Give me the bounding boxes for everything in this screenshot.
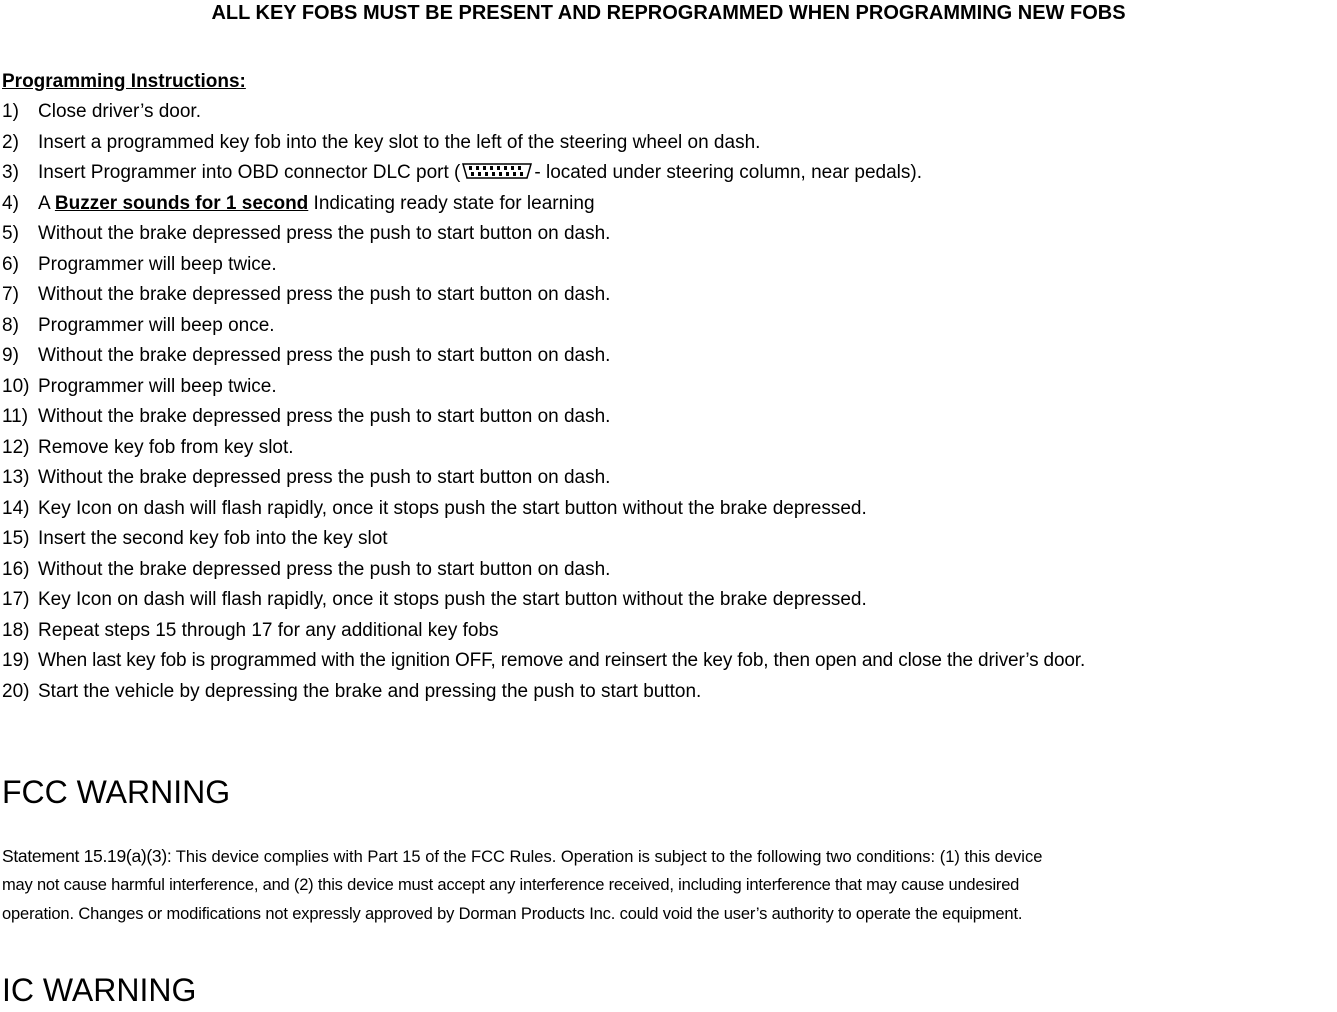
step-number: 16) [2,558,30,580]
step-text-post: Indicating ready state for learning [308,192,595,214]
step-item [0,158,1337,189]
step-number: 10) [2,375,30,397]
obd-connector-icon [461,162,533,180]
step-text [38,189,595,219]
step-number: 14) [2,497,30,519]
step-number: 2) [2,131,19,153]
step-text: Programmer will beep twice. [38,253,277,275]
step-number: 8) [2,314,19,336]
step-item [0,555,1337,586]
step-text: Without the brake depressed press the push to start button on dash. [38,558,611,580]
step-item [0,433,1337,464]
step-number: 1) [2,101,19,122]
step-text-pre: A [38,192,55,214]
step-number: 17) [2,589,30,610]
page-title: ALL KEY FOBS MUST BE PRESENT AND REPROGRAMMED WHEN PROGRAMMING NEW FOBS [211,2,1126,24]
step-number: 9) [2,345,19,366]
step-number: 19) [2,650,30,671]
step-text: Insert a programmed key fob into the key slot to the left of the steering wheel on dash. [38,131,761,153]
programming-instructions-heading: Programming Instructions: [2,71,246,92]
step-item [0,463,1337,494]
step-item [0,341,1337,372]
step-text-pre: Insert Programmer into OBD connector DLC port ( [38,162,461,183]
step-text-post: - located under steering column, near pedals). [534,162,922,183]
step-item [0,402,1337,433]
step-number: 4) [2,192,19,214]
step-text: When last key fob is programmed with the ignition OFF, remove and reinsert the key fob, then open and close the driver’s door. [38,650,1086,671]
step-text: Key Icon on dash will flash rapidly, once it stops push the start button without the brake depressed. [38,497,867,519]
step-text: Without the brake depressed press the push to start button on dash. [38,284,611,305]
fcc-line-text: This device complies with Part 15 of the FCC Rules. Operation is subject to the following two conditions: (1) this device [171,848,1043,866]
step-item [0,524,1337,555]
step-number: 18) [2,619,30,641]
fcc-line: operation. Changes or modifications not expressly approved by Dorman Products Inc. could void the user’s authority to operate the equipment. [2,905,1023,923]
ic-warning-heading: IC WARNING [2,972,197,1008]
step-number: 5) [2,223,19,244]
step-item [0,97,1337,128]
step-item [0,646,1337,677]
step-text: Programmer will beep once. [38,314,275,336]
step-text: Insert the second key fob into the key slot [38,528,388,549]
step-item [0,128,1337,159]
step-text: Key Icon on dash will flash rapidly, once it stops push the start button without the brake depressed. [38,589,867,610]
step-item [0,189,1337,220]
step-text: Without the brake depressed press the push to start button on dash. [38,223,611,244]
step-number: 13) [2,467,30,488]
step-text: Close driver’s door. [38,101,201,122]
fcc-line [2,842,1337,871]
step-number: 6) [2,253,19,275]
step-item [0,219,1337,250]
step-item [0,372,1337,403]
step-text: Repeat steps 15 through 17 for any additional key fobs [38,619,499,641]
step-item [0,585,1337,616]
fcc-statement [2,842,1337,929]
step-item [0,280,1337,311]
step-item [0,250,1337,281]
buzzer-emphasis: Buzzer sounds for 1 second [54,192,309,214]
programming-steps-list [0,97,1337,707]
step-number: 11) [2,406,29,427]
step-number: 7) [2,284,19,305]
step-text: Without the brake depressed press the push to start button on dash. [38,467,611,488]
fcc-warning-heading: FCC WARNING [2,774,231,810]
step-number: 3) [2,162,19,183]
step-text: Remove key fob from key slot. [38,436,294,458]
step-number: 12) [2,436,30,458]
step-text [38,158,922,188]
step-text: Without the brake depressed press the push to start button on dash. [38,345,611,366]
fcc-line: may not cause harmful interference, and (2) this device must accept any interference received, including interference that may cause undesired [2,876,1020,894]
step-number: 20) [2,680,30,702]
step-text: Start the vehicle by depressing the brake and pressing the push to start button. [38,680,702,702]
step-text: Programmer will beep twice. [38,375,277,397]
step-number: 15) [2,528,30,549]
step-item [0,494,1337,525]
step-text: Without the brake depressed press the push to start button on dash. [38,406,611,427]
statement-label: Statement 15.19(a)(3): [2,846,172,866]
step-item [0,616,1337,647]
step-item [0,311,1337,342]
step-item [0,677,1337,708]
